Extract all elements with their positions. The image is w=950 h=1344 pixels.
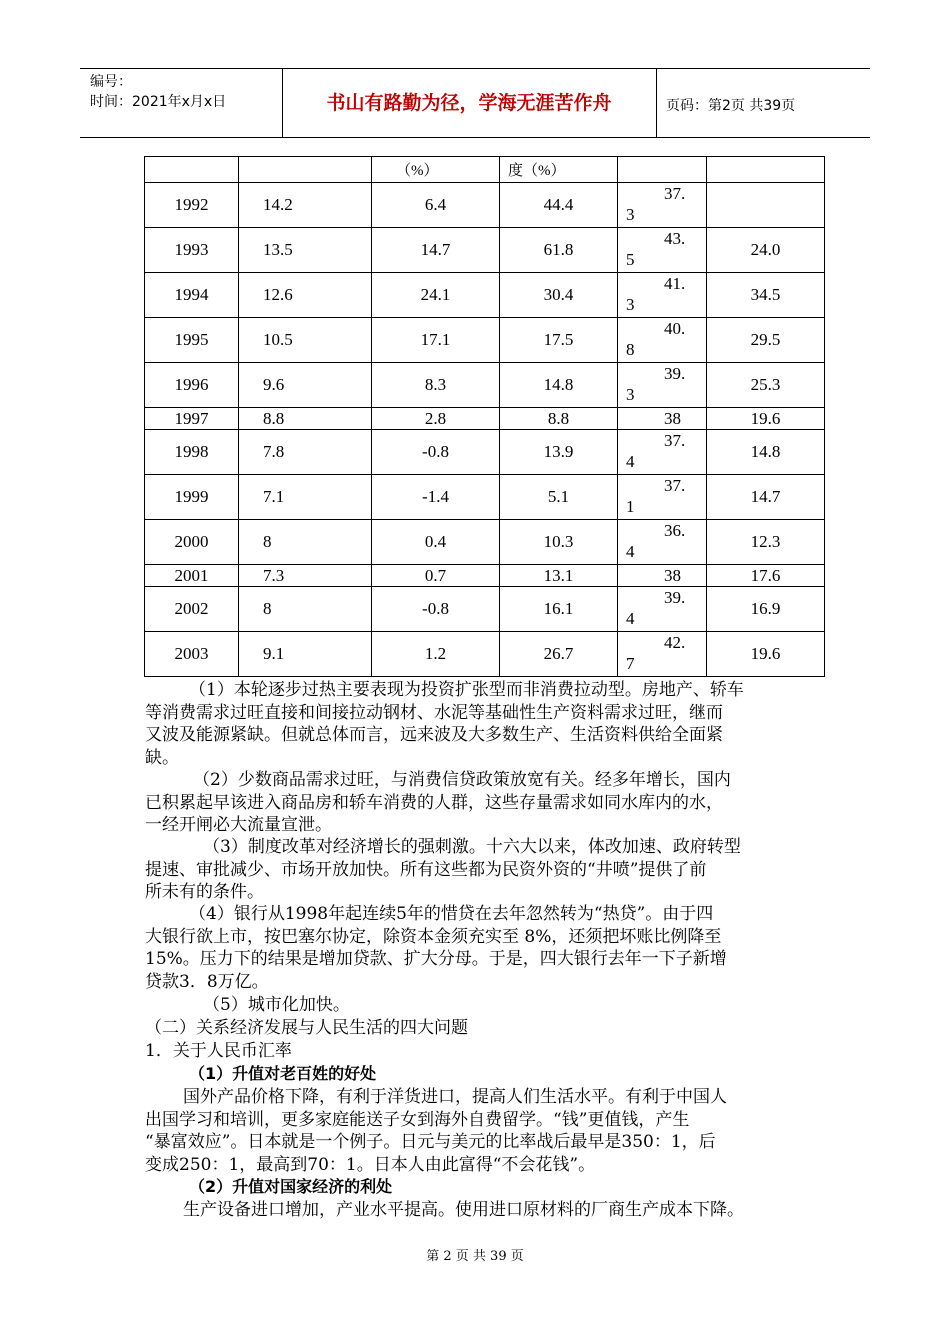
- year-cell: 1998: [145, 430, 239, 475]
- paragraph-5: （5）城市化加快。: [203, 995, 350, 1015]
- table-cell: 61.8: [500, 228, 618, 273]
- table-row: [145, 228, 825, 273]
- table-cell: 34.5: [707, 273, 825, 318]
- table-cell: 8: [239, 520, 372, 565]
- table-row: [145, 363, 825, 408]
- table-cell: 8.8: [500, 408, 618, 430]
- table-cell: 16.9: [707, 587, 825, 632]
- table-row: [145, 587, 825, 632]
- wrapped-value-bottom: 7: [626, 654, 635, 673]
- table-cell: 13.9: [500, 430, 618, 475]
- table-row: [145, 520, 825, 565]
- table-cell: -0.8: [372, 587, 500, 632]
- year-cell: 2002: [145, 587, 239, 632]
- year-cell: 1996: [145, 363, 239, 408]
- table-cell: 14.8: [500, 363, 618, 408]
- header-divider: [656, 69, 657, 137]
- item-heading: 1．关于人民币汇率: [145, 1041, 292, 1061]
- table-cell: 7.3: [239, 565, 372, 587]
- table-cell: 25.3: [707, 363, 825, 408]
- year-cell: 1993: [145, 228, 239, 273]
- table-cell: 7.8: [239, 430, 372, 475]
- text-line: 变成250：1，最高到70：1。日本人由此富得“不会花钱”。: [145, 1154, 596, 1175]
- table-cell: [618, 430, 707, 475]
- table-cell: 12.3: [707, 520, 825, 565]
- wrapped-value-bottom: 3: [626, 295, 635, 314]
- table-cell: 17.5: [500, 318, 618, 363]
- table-cell: 24.1: [372, 273, 500, 318]
- text-line: 等消费需求过旺直接和间接拉动钢材、水泥等基础性生产资料需求过旺，继而: [145, 702, 723, 723]
- paragraph-4: [145, 903, 825, 993]
- paragraph-6: [145, 1086, 825, 1176]
- table-row: [145, 632, 825, 677]
- table-cell: [618, 587, 707, 632]
- table-cell: 10.5: [239, 318, 372, 363]
- text-line: 15%。压力下的结果是增加贷款、扩大分母。于是，四大银行去年一下子新增: [145, 949, 727, 970]
- wrapped-value-bottom: 1: [626, 497, 635, 516]
- table-row: [145, 475, 825, 520]
- table-cell: -1.4: [372, 475, 500, 520]
- text-line: 已积累起早该进入商品房和轿车消费的人群，这些存量需求如同水库内的水，: [145, 792, 723, 813]
- text-line: 所未有的条件。: [145, 882, 264, 903]
- table-cell: [618, 318, 707, 363]
- wrapped-value-top: 39.: [664, 364, 686, 383]
- year-cell: 1994: [145, 273, 239, 318]
- text-line: （1）本轮逐步过热主要表现为投资扩张型而非消费拉动型。房地产、轿车: [189, 680, 744, 700]
- page-info: 页码：第2页 共39页: [666, 98, 796, 114]
- table-row: [145, 318, 825, 363]
- table-cell: [618, 632, 707, 677]
- table-cell: 12.6: [239, 273, 372, 318]
- table-cell: 13.1: [500, 565, 618, 587]
- wrapped-value-top: 43.: [664, 229, 686, 248]
- table-cell: 29.5: [707, 318, 825, 363]
- table-cell: 9.6: [239, 363, 372, 408]
- text-line: 提速、审批减少、市场开放加快。所有这些都为民资外资的“井喷”提供了前: [145, 859, 707, 880]
- table-cell: [707, 183, 825, 228]
- text-line: 出国学习和培训，更多家庭能送子女到海外自费留学。“钱”更值钱，产生: [145, 1109, 690, 1130]
- year-cell: 1999: [145, 475, 239, 520]
- wrapped-value-top: 39.: [664, 588, 686, 607]
- table-cell: -0.8: [372, 430, 500, 475]
- text-line: 缺。: [145, 747, 179, 768]
- table-header-cell: [618, 157, 707, 183]
- table-header-cell: [707, 157, 825, 183]
- table-cell: [618, 273, 707, 318]
- text-line: （2）少数商品需求过旺，与消费信贷政策放宽有关。经多年增长，国内: [193, 770, 731, 790]
- table-row: [145, 565, 825, 587]
- page-footer: 第 2 页 共 39 页: [426, 1249, 524, 1264]
- table-cell: 2.8: [372, 408, 500, 430]
- table-header-cell: [145, 157, 239, 183]
- table-cell: 26.7: [500, 632, 618, 677]
- date-label: 时间：2021年x月x日: [90, 94, 227, 110]
- wrapped-value-bottom: 3: [626, 385, 635, 404]
- year-cell: 2000: [145, 520, 239, 565]
- table-cell: 8.3: [372, 363, 500, 408]
- table-header-row: [145, 157, 825, 183]
- table-cell: 14.8: [707, 430, 825, 475]
- wrapped-value-bottom: 8: [626, 340, 635, 359]
- wrapped-value-top: 36.: [664, 521, 686, 540]
- wrapped-value-top: 40.: [664, 319, 686, 338]
- wrapped-value-top: 42.: [664, 633, 686, 652]
- text-line: （3）制度改革对经济增长的强刺激。十六大以来，体改加速、政府转型: [203, 837, 741, 857]
- year-cell: 2001: [145, 565, 239, 587]
- table-cell: 0.7: [372, 565, 500, 587]
- paragraph-3: [145, 836, 825, 904]
- table-cell: 6.4: [372, 183, 500, 228]
- year-cell: 1995: [145, 318, 239, 363]
- wrapped-value-top: 41.: [664, 274, 686, 293]
- text-line: 大银行欲上市，按巴塞尔协定，除资本金须充实至 8%，还须把坏账比例降至: [145, 926, 722, 947]
- table-header-cell: [239, 157, 372, 183]
- wrapped-value-top: 37.: [664, 184, 686, 203]
- table-cell: 38: [618, 565, 707, 587]
- text-line: “暴富效应”。日本就是一个例子。日元与美元的比率战后最早是350：1，后: [145, 1132, 716, 1153]
- table-cell: [618, 475, 707, 520]
- text-line: 一经开闸必大流量宣泄。: [145, 815, 332, 836]
- table-row: [145, 183, 825, 228]
- table-cell: [618, 183, 707, 228]
- table-cell: 38: [618, 408, 707, 430]
- paragraph-1: [145, 679, 825, 769]
- table-cell: 16.1: [500, 587, 618, 632]
- year-cell: 1992: [145, 183, 239, 228]
- table-row: [145, 273, 825, 318]
- table-cell: 30.4: [500, 273, 618, 318]
- table-cell: [618, 363, 707, 408]
- table-cell: 0.4: [372, 520, 500, 565]
- serial-label: 编号：: [90, 74, 132, 90]
- table-cell: 13.5: [239, 228, 372, 273]
- table-cell: 8.8: [239, 408, 372, 430]
- wrapped-value-top: 37.: [664, 476, 686, 495]
- year-cell: 1997: [145, 408, 239, 430]
- paragraph-2: [145, 769, 825, 837]
- wrapped-value-top: 37.: [664, 431, 686, 450]
- paragraph-7: 生产设备进口增加，产业水平提高。使用进口原材料的厂商生产成本下降。: [183, 1200, 744, 1220]
- table-cell: 17.1: [372, 318, 500, 363]
- table-header-cell: （%）: [372, 157, 500, 183]
- table-cell: [618, 520, 707, 565]
- table-cell: 14.7: [372, 228, 500, 273]
- table-cell: 14.2: [239, 183, 372, 228]
- page-header: [80, 68, 870, 138]
- wrapped-value-bottom: 5: [626, 250, 635, 269]
- wrapped-value-bottom: 4: [626, 542, 635, 561]
- table-cell: 8: [239, 587, 372, 632]
- table-cell: 44.4: [500, 183, 618, 228]
- growth-table: [144, 156, 825, 677]
- text-line: （4）银行从1998年起连续5年的惜贷在去年忽然转为“热贷”。由于四: [189, 904, 714, 924]
- table-cell: 24.0: [707, 228, 825, 273]
- table-cell: 14.7: [707, 475, 825, 520]
- table-cell: 19.6: [707, 632, 825, 677]
- table-cell: 7.1: [239, 475, 372, 520]
- text-line: 国外产品价格下降，有利于洋货进口，提高人们生活水平。有利于中国人: [183, 1087, 727, 1107]
- table-row: [145, 408, 825, 430]
- header-left: [90, 72, 226, 112]
- text-line: 又波及能源紧缺。但就总体而言，远来波及大多数生产、生活资料供给全面紧: [145, 725, 723, 746]
- section-heading: （二）关系经济发展与人民生活的四大问题: [145, 1018, 468, 1038]
- header-motto: 书山有路勤为径，学海无涯苦作舟: [326, 92, 612, 114]
- subheading-2: （2）升值对国家经济的利处: [189, 1177, 393, 1196]
- table-cell: 1.2: [372, 632, 500, 677]
- table-cell: 19.6: [707, 408, 825, 430]
- table-row: [145, 430, 825, 475]
- text-line: 贷款3．8万亿。: [145, 971, 269, 992]
- table-cell: 10.3: [500, 520, 618, 565]
- wrapped-value-bottom: 3: [626, 205, 635, 224]
- table-header-cell: 度（%）: [500, 157, 618, 183]
- year-cell: 2003: [145, 632, 239, 677]
- table-cell: 9.1: [239, 632, 372, 677]
- table-cell: 5.1: [500, 475, 618, 520]
- wrapped-value-bottom: 4: [626, 452, 635, 471]
- subheading-1: （1）升值对老百姓的好处: [189, 1064, 377, 1083]
- table-cell: [618, 228, 707, 273]
- table-cell: 17.6: [707, 565, 825, 587]
- wrapped-value-bottom: 4: [626, 609, 635, 628]
